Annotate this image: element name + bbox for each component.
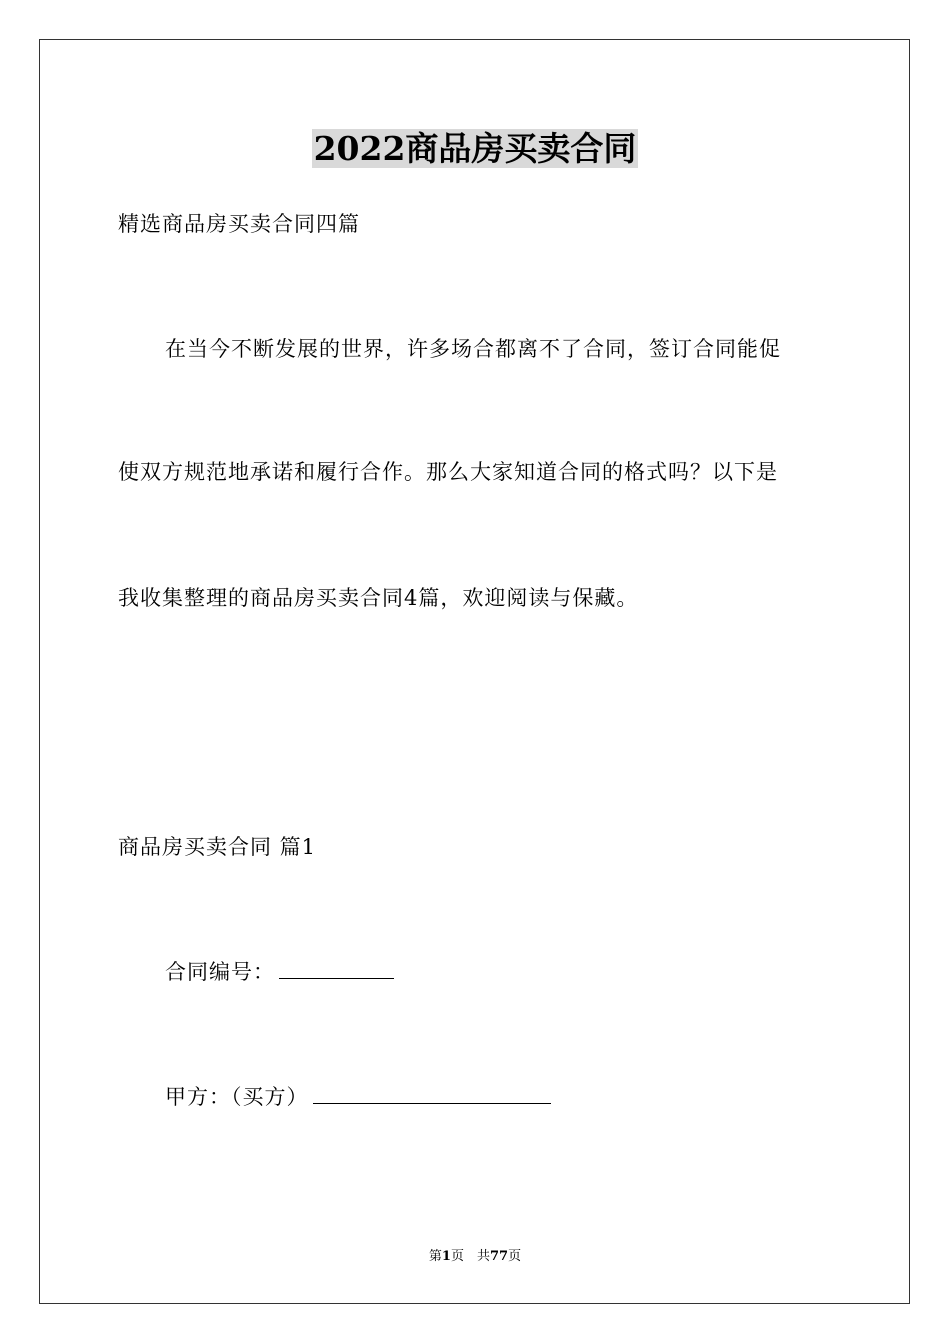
intro-line-3: 我收集整理的商品房买卖合同4篇，欢迎阅读与保藏。 xyxy=(118,586,639,610)
footer-total-pages: 77 xyxy=(489,1249,509,1264)
intro-line-1: 在当今不断发展的世界，许多场合都离不了合同，签订合同能促 xyxy=(165,337,781,361)
document-title xyxy=(0,128,950,170)
contract-number-label: 合同编号： xyxy=(165,960,275,984)
party-a-row xyxy=(165,1081,551,1112)
footer-page-prefix: 第 xyxy=(428,1249,442,1264)
intro-line-2: 使双方规范地承诺和履行合作。那么大家知道合同的格式吗？以下是 xyxy=(118,460,778,484)
document-title-text: 2022商品房买卖合同 xyxy=(313,129,637,168)
contract-number-row xyxy=(165,956,394,987)
footer-page-number: 1 xyxy=(441,1249,451,1264)
section-heading: 商品房买卖合同 篇1 xyxy=(118,835,317,859)
party-a-blank[interactable] xyxy=(313,1081,551,1104)
page-footer xyxy=(0,1248,950,1266)
contract-number-blank[interactable] xyxy=(279,956,394,979)
document-subtitle: 精选商品房买卖合同四篇 xyxy=(118,212,360,236)
footer-page-mid: 页 共 xyxy=(450,1249,490,1264)
footer-page-suffix: 页 xyxy=(508,1249,522,1264)
party-a-label: 甲方：（买方） xyxy=(165,1085,309,1109)
